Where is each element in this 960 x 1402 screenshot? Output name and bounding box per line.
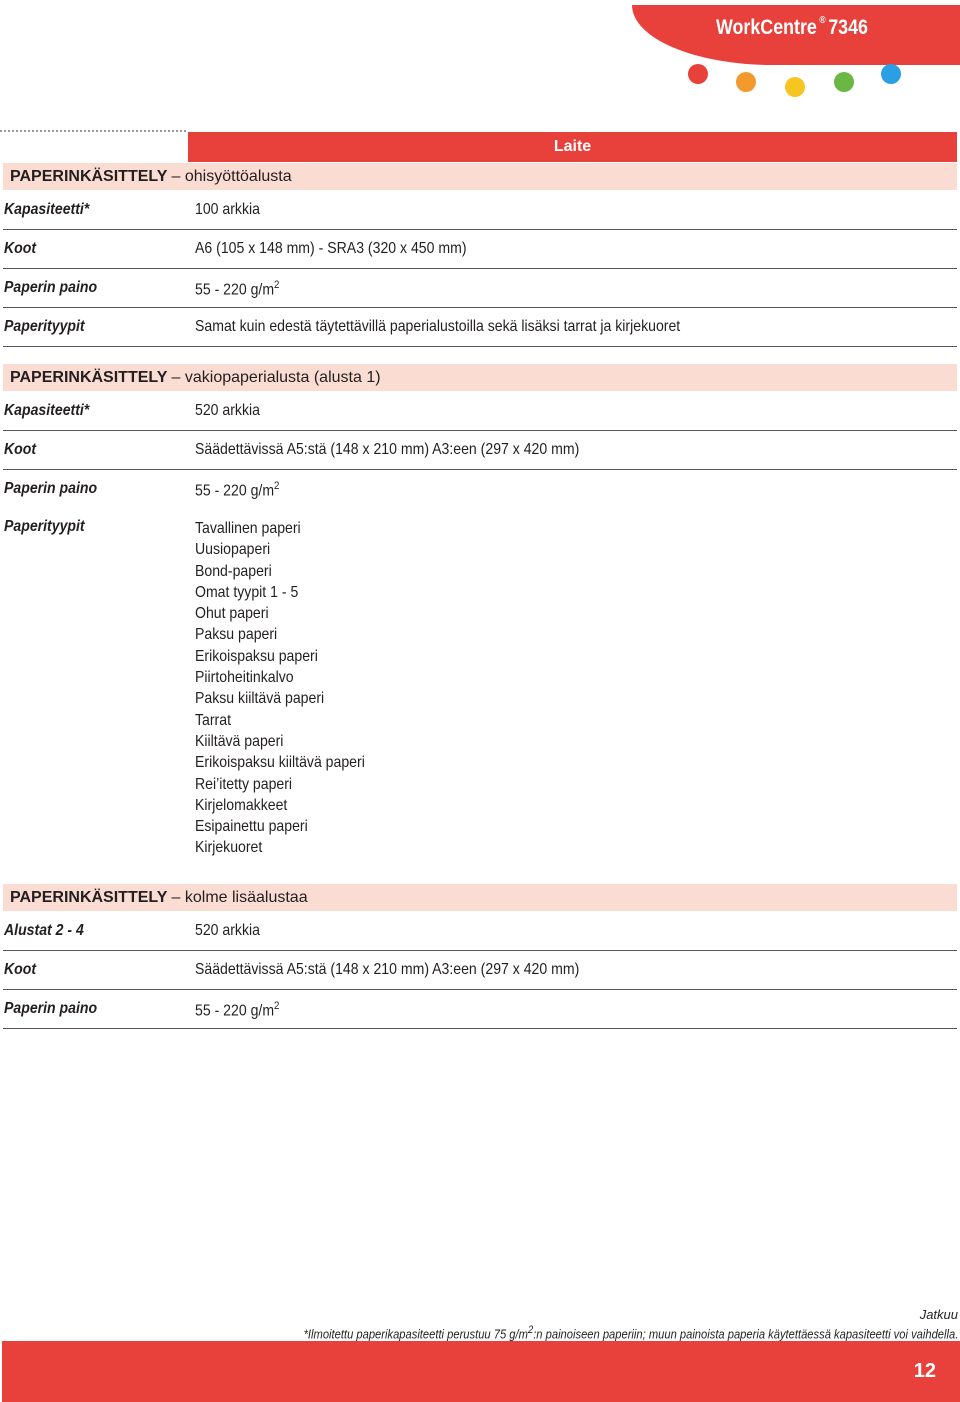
spec-label: Kapasiteetti* xyxy=(4,402,90,419)
spec-value: 520 arkkia xyxy=(195,922,260,939)
list-item: Paksu kiiltävä paperi xyxy=(195,690,325,708)
section-subtitle: – vakiopaperialusta (alusta 1) xyxy=(171,369,381,386)
list-item: Erikoispaksu paperi xyxy=(195,647,318,665)
spec-label: Koot xyxy=(4,441,37,458)
list-item: Bond-paperi xyxy=(195,562,272,580)
spec-value: 55 - 220 $g/m^2$ xyxy=(195,480,280,500)
list-item: Kiiltävä paperi xyxy=(195,732,284,750)
list-item: Rei’itetty paperi xyxy=(195,775,293,793)
spec-row-weight xyxy=(3,470,957,509)
spec-label: Kapasiteetti* xyxy=(4,201,90,218)
continued-note: Jatkuu xyxy=(919,1307,958,1322)
spec-row-types xyxy=(3,308,957,347)
section-title: PAPERINKÄSITTELY xyxy=(10,168,168,185)
list-item: Uusiopaperi xyxy=(195,541,271,559)
brand-dot-orange-icon xyxy=(736,72,756,92)
spec-row-weight xyxy=(3,990,957,1029)
section-header-extra xyxy=(3,884,957,911)
capacity-footnote: *Ilmoitettu paperikapasiteetti perustuu 75 $g/m^2:n$ painoiseen paperiin; muun painoista paperia käytettäessä kapasiteetti voi vaihdella. xyxy=(303,1324,958,1342)
spec-value: Säädettävissä A5:stä (148 x 210 mm) A3:een (297 x 420 mm) xyxy=(195,441,580,458)
list-item: Ohut paperi xyxy=(195,605,269,623)
spec-label: Paperin paino xyxy=(4,279,98,296)
list-item: Omat tyypit 1 - 5 xyxy=(195,583,299,601)
list-item: Tavallinen paperi xyxy=(195,520,301,537)
list-item: Kirjekuoret xyxy=(195,839,263,857)
product-model: 7346 xyxy=(828,16,868,39)
spec-row-sizes xyxy=(3,230,957,269)
product-name: WorkCentre xyxy=(716,16,817,39)
spec-value: 520 arkkia xyxy=(195,402,260,419)
brand-dot-red-icon xyxy=(688,64,708,84)
list-item: Kirjelomakkeet xyxy=(195,796,288,814)
brand-dot-blue-icon xyxy=(881,64,901,84)
spec-row-sizes xyxy=(3,431,957,470)
brand-dot-green-icon xyxy=(834,72,854,92)
section-subtitle: – ohisyöttöalusta xyxy=(171,168,292,185)
spec-row-capacity xyxy=(3,392,957,431)
section-tab: Laite xyxy=(188,132,957,162)
list-item: Tarrat xyxy=(195,711,231,729)
section-header-standard xyxy=(3,364,957,391)
list-item: Piirtoheitinkalvo xyxy=(195,669,294,687)
spec-label: Koot xyxy=(4,961,37,978)
page-number: 12 xyxy=(913,1360,936,1382)
spec-label: Paperin paino xyxy=(4,1000,98,1017)
spec-label: Alustat 2 - 4 xyxy=(4,922,84,939)
footer-bar xyxy=(2,1341,960,1402)
spec-label: Koot xyxy=(4,240,37,257)
spec-row-sizes xyxy=(3,951,957,990)
section-title: PAPERINKÄSITTELY xyxy=(10,369,168,386)
section-subtitle: – kolme lisäalustaa xyxy=(171,889,308,906)
brand-dot-yellow-icon xyxy=(785,77,805,97)
section-title: PAPERINKÄSITTELY xyxy=(10,889,168,906)
spec-value: A6 (105 x 148 mm) - SRA3 (320 x 450 mm) xyxy=(195,240,467,257)
spec-label: Paperin paino xyxy=(4,480,98,497)
registered-mark: ® xyxy=(819,15,826,26)
list-item: Esipainettu paperi xyxy=(195,818,308,836)
product-title xyxy=(716,16,868,40)
paper-type-list xyxy=(195,518,388,859)
spec-row-weight xyxy=(3,269,957,308)
spec-value: Säädettävissä A5:stä (148 x 210 mm) A3:een (297 x 420 mm) xyxy=(195,961,580,978)
spec-row-trays xyxy=(3,912,957,951)
spec-value: Samat kuin edestä täytettävillä paperialustoilla sekä lisäksi tarrat ja kirjekuoret xyxy=(195,318,681,335)
list-item: Paksu paperi xyxy=(195,626,278,644)
spec-value: 55 - 220 $g/m^2$ xyxy=(195,1000,280,1020)
spec-value: 100 arkkia xyxy=(195,201,260,218)
spec-label-paper-types: Paperityypit xyxy=(4,518,85,535)
spec-value: 55 - 220 $g/m^2$ xyxy=(195,279,280,299)
dotted-divider xyxy=(0,130,186,132)
spec-row-capacity xyxy=(3,191,957,230)
list-item: Erikoispaksu kiiltävä paperi xyxy=(195,754,365,772)
spec-label: Paperityypit xyxy=(4,318,85,335)
section-header-bypass xyxy=(3,163,957,190)
